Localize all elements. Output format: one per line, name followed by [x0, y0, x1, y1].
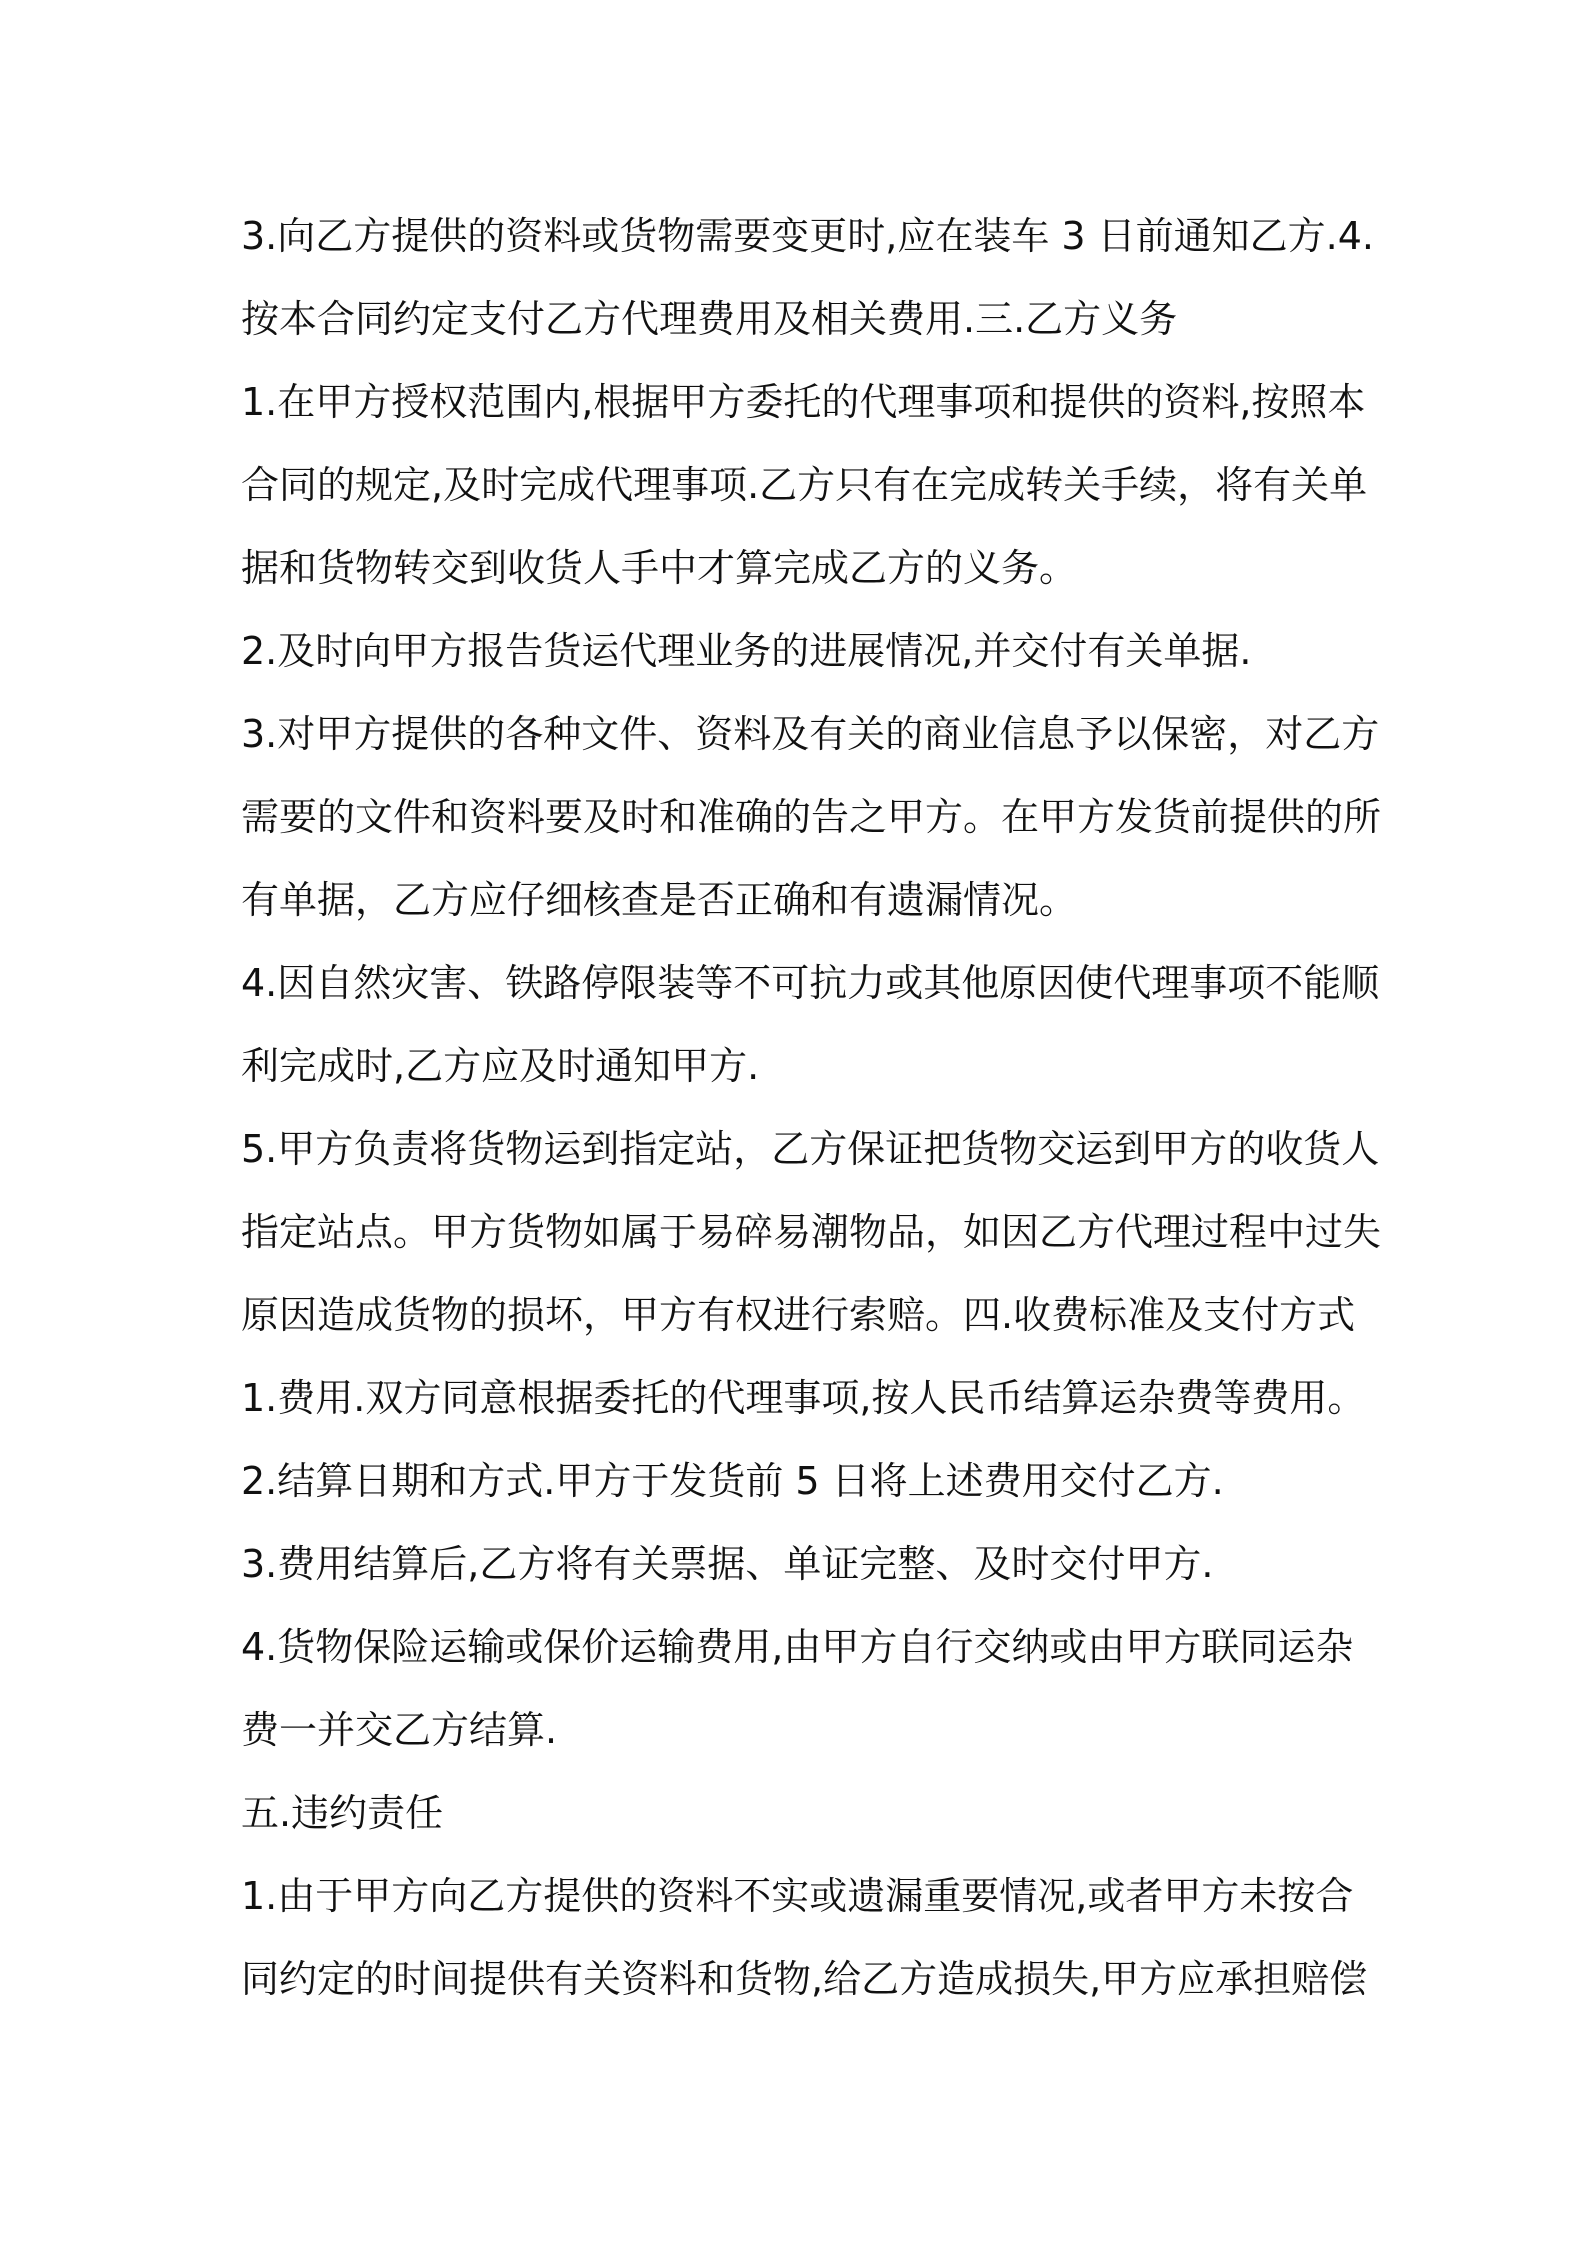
text-line: 5.甲方负责将货物运到指定站，乙方保证把货物交运到甲方的收货人: [241, 1127, 1380, 1171]
document-body: [241, 195, 1382, 2021]
text-line: 费一并交乙方结算.: [241, 1708, 558, 1752]
paragraph-party-b-item-5: [241, 1108, 1382, 1357]
text-line: 1.费用.双方同意根据委托的代理事项,按人民币结算运杂费等费用。: [241, 1376, 1366, 1420]
text-line: 2.结算日期和方式.甲方于发货前 5 日将上述费用交付乙方.: [241, 1459, 1224, 1503]
paragraph-fees-item-2: [241, 1440, 1361, 1523]
paragraph-fees-item-4: [241, 1606, 1361, 1772]
text-line: 有单据，乙方应仔细核查是否正确和有遗漏情况。: [241, 878, 1078, 922]
paragraph-party-b-item-1: [241, 361, 1368, 610]
paragraph-party-b-item-3: [241, 693, 1382, 942]
text-line: 需要的文件和资料要及时和准确的告之甲方。在甲方发货前提供的所: [241, 795, 1382, 839]
paragraph-party-a-item-3-4: [241, 195, 1375, 361]
text-line: 据和货物转交到收货人手中才算完成乙方的义务。: [241, 546, 1078, 590]
text-line: 五.违约责任: [241, 1791, 444, 1835]
text-line: 4.因自然灾害、铁路停限装等不可抗力或其他原因使代理事项不能顺: [241, 961, 1380, 1005]
text-line: 原因造成货物的损坏，甲方有权进行索赔。四.收费标准及支付方式: [241, 1293, 1356, 1337]
paragraph-fees-item-1: [241, 1357, 1366, 1440]
text-line: 3.对甲方提供的各种文件、资料及有关的商业信息予以保密，对乙方: [241, 712, 1380, 756]
text-line: 合同的规定,及时完成代理事项.乙方只有在完成转关手续，将有关单: [241, 463, 1368, 507]
paragraph-liability-item-1: [241, 1855, 1368, 2021]
text-line: 3.向乙方提供的资料或货物需要变更时,应在装车 3 日前通知乙方.4.: [241, 214, 1375, 258]
text-line: 指定站点。甲方货物如属于易碎易潮物品，如因乙方代理过程中过失: [241, 1210, 1382, 1254]
text-line: 利完成时,乙方应及时通知甲方.: [241, 1044, 760, 1088]
text-line: 2.及时向甲方报告货运代理业务的进展情况,并交付有关单据.: [241, 629, 1252, 673]
paragraph-party-b-item-4: [241, 942, 1380, 1108]
text-line: 3.费用结算后,乙方将有关票据、单证完整、及时交付甲方.: [241, 1542, 1214, 1586]
text-line: 4.货物保险运输或保价运输费用,由甲方自行交纳或由甲方联同运杂: [241, 1625, 1354, 1669]
text-line: 按本合同约定支付乙方代理费用及相关费用.三.乙方义务: [241, 297, 1178, 341]
section-heading-liability: [241, 1772, 1361, 1855]
paragraph-fees-item-3: [241, 1523, 1361, 1606]
paragraph-party-b-item-2: [241, 610, 1361, 693]
text-line: 1.在甲方授权范围内,根据甲方委托的代理事项和提供的资料,按照本: [241, 380, 1366, 424]
text-line: 同约定的时间提供有关资料和货物,给乙方造成损失,甲方应承担赔偿: [241, 1957, 1368, 2001]
text-line: 1.由于甲方向乙方提供的资料不实或遗漏重要情况,或者甲方未按合: [241, 1874, 1354, 1918]
